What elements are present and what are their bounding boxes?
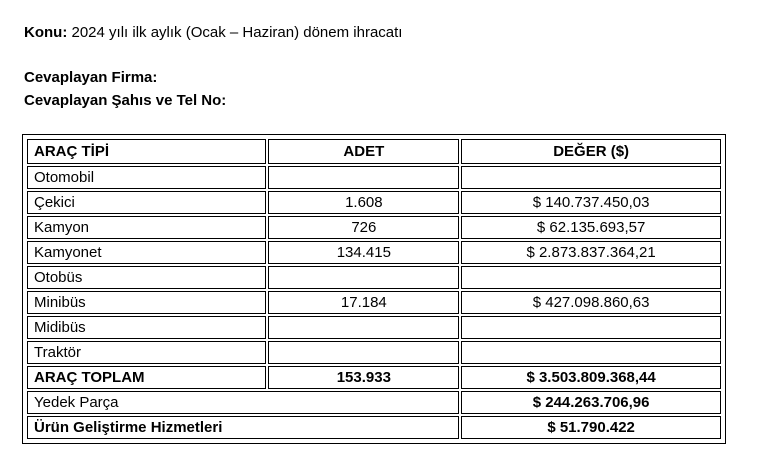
value-cell: $ 62.135.693,57 [461, 216, 721, 239]
vehicle-type-cell: Otomobil [27, 166, 266, 189]
count-cell [268, 341, 459, 364]
respondent-person-label: Cevaplayan Şahıs ve Tel No: [24, 92, 227, 109]
dev-services-value: $ 51.790.422 [461, 416, 721, 439]
count-cell [268, 166, 459, 189]
dev-services-label: Ürün Geliştirme Hizmetleri [27, 416, 459, 439]
value-cell: $ 140.737.450,03 [461, 191, 721, 214]
subject-line [24, 24, 402, 41]
value-cell [461, 316, 721, 339]
column-header-vehicle-type: ARAÇ TİPİ [27, 139, 266, 164]
subject-label: Konu: [24, 24, 68, 41]
count-cell: 726 [268, 216, 459, 239]
vehicle-type-cell: Midibüs [27, 316, 266, 339]
total-row [27, 366, 721, 389]
table-row [27, 291, 721, 314]
dev-services-row [27, 416, 721, 439]
table-row [27, 241, 721, 264]
spare-parts-value: $ 244.263.706,96 [461, 391, 721, 414]
value-cell [461, 166, 721, 189]
table-row [27, 216, 721, 239]
count-cell [268, 316, 459, 339]
export-table [22, 134, 726, 444]
vehicle-type-cell: Otobüs [27, 266, 266, 289]
total-count: 153.933 [268, 366, 459, 389]
vehicle-type-cell: Çekici [27, 191, 266, 214]
vehicle-type-cell: Kamyonet [27, 241, 266, 264]
spare-parts-row [27, 391, 721, 414]
count-cell: 1.608 [268, 191, 459, 214]
table-row [27, 266, 721, 289]
value-cell: $ 427.098.860,63 [461, 291, 721, 314]
count-cell [268, 266, 459, 289]
table-header-row [27, 139, 721, 164]
spare-parts-label: Yedek Parça [27, 391, 459, 414]
vehicle-type-cell: Kamyon [27, 216, 266, 239]
column-header-count: ADET [268, 139, 459, 164]
subject-text: 2024 yılı ilk aylık (Ocak – Haziran) dönem ihracatı [67, 24, 403, 41]
value-cell [461, 341, 721, 364]
column-header-value: DEĞER ($) [461, 139, 721, 164]
table-row [27, 191, 721, 214]
total-value: $ 3.503.809.368,44 [461, 366, 721, 389]
value-cell [461, 266, 721, 289]
count-cell: 17.184 [268, 291, 459, 314]
value-cell: $ 2.873.837.364,21 [461, 241, 721, 264]
vehicle-type-cell: Traktör [27, 341, 266, 364]
count-cell: 134.415 [268, 241, 459, 264]
total-label: ARAÇ TOPLAM [27, 366, 266, 389]
table-row [27, 341, 721, 364]
respondent-firm-label: Cevaplayan Firma: [24, 69, 158, 86]
table-row [27, 316, 721, 339]
vehicle-type-cell: Minibüs [27, 291, 266, 314]
table-row [27, 166, 721, 189]
